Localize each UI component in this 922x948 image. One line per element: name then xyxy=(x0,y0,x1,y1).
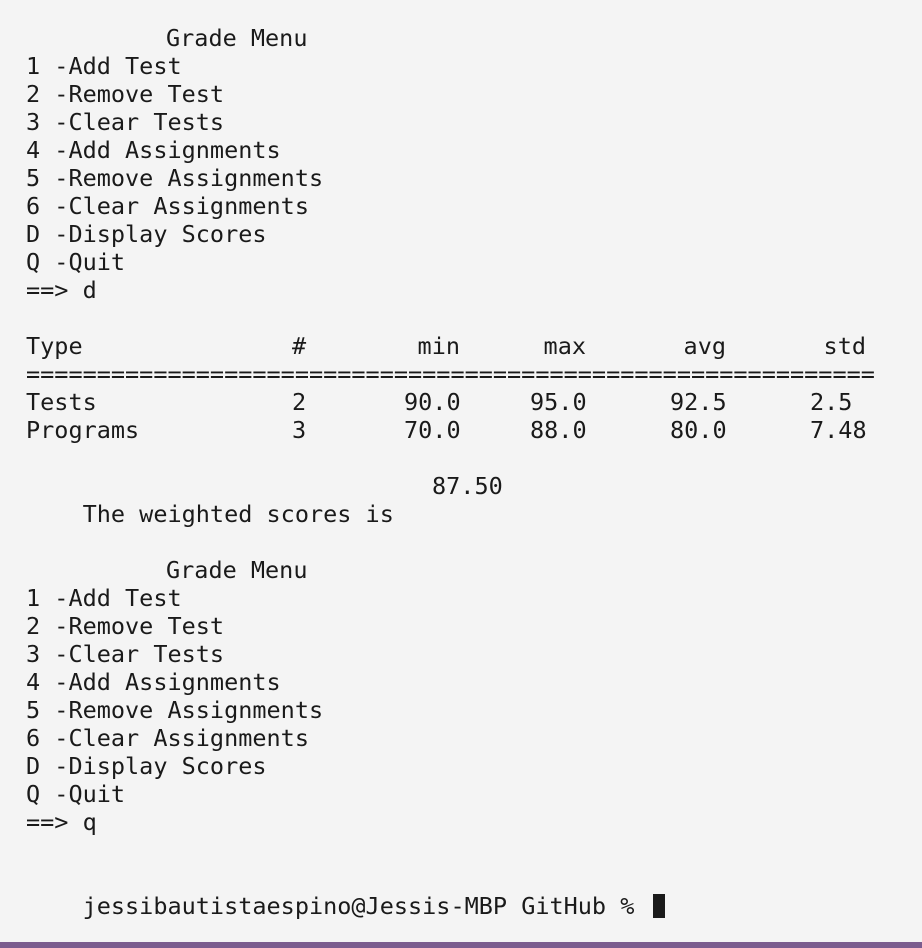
menu-option: 3 -Clear Tests xyxy=(26,640,225,668)
menu-option: 1 -Add Test xyxy=(26,52,182,80)
spacer xyxy=(26,304,922,332)
cell-std: 2.5 xyxy=(810,388,853,416)
menu-prompt-input: ==> d xyxy=(26,276,97,304)
weighted-score-value: 87.50 xyxy=(432,472,503,500)
menu-option: 4 -Add Assignments xyxy=(26,136,281,164)
cell-min: 70.0 xyxy=(404,416,461,444)
menu-option: 6 -Clear Assignments xyxy=(26,192,309,220)
menu-option: 3 -Clear Tests xyxy=(26,108,225,136)
cell-count: 2 xyxy=(292,388,307,416)
shell-prompt-line[interactable] xyxy=(26,864,922,920)
cell-count: 3 xyxy=(292,416,307,444)
menu-option: 1 -Add Test xyxy=(26,584,182,612)
menu-prompt-input: ==> q xyxy=(26,808,97,836)
cell-max: 95.0 xyxy=(530,388,587,416)
menu-option: 4 -Add Assignments xyxy=(26,668,281,696)
shell-prompt: jessibautistaespino@Jessis-MBP GitHub % xyxy=(82,892,649,920)
menu-option: Q -Quit xyxy=(26,780,126,808)
menu-option: 6 -Clear Assignments xyxy=(26,724,309,752)
header-max: max xyxy=(543,332,586,360)
menu-option: 5 -Remove Assignments xyxy=(26,164,324,192)
header-std: std xyxy=(823,332,866,360)
cell-avg: 92.5 xyxy=(670,388,727,416)
header-count: # xyxy=(292,332,307,360)
header-avg: avg xyxy=(683,332,726,360)
menu-option: D -Display Scores xyxy=(26,220,267,248)
table-header-row xyxy=(26,332,922,360)
cell-avg: 80.0 xyxy=(670,416,727,444)
table-row xyxy=(26,388,922,416)
menu-option: D -Display Scores xyxy=(26,752,267,780)
window-bottom-bar xyxy=(0,942,922,948)
spacer xyxy=(26,836,922,864)
menu-title: Grade Menu xyxy=(166,556,308,584)
table-rule: ============================================================ xyxy=(26,360,875,388)
cell-min: 90.0 xyxy=(404,388,461,416)
menu-option: 2 -Remove Test xyxy=(26,612,225,640)
spacer xyxy=(26,444,922,472)
menu-option: Q -Quit xyxy=(26,248,126,276)
cell-max: 88.0 xyxy=(530,416,587,444)
weighted-score-line xyxy=(26,472,922,528)
cell-std: 7.48 xyxy=(810,416,867,444)
cell-type: Tests xyxy=(26,388,97,416)
table-row xyxy=(26,416,922,444)
menu-title: Grade Menu xyxy=(166,24,308,52)
weighted-score-label: The weighted scores is xyxy=(82,500,394,528)
cell-type: Programs xyxy=(26,416,140,444)
header-min: min xyxy=(417,332,460,360)
header-type: Type xyxy=(26,332,83,360)
menu-option: 5 -Remove Assignments xyxy=(26,696,324,724)
spacer xyxy=(26,528,922,556)
text-cursor[interactable] xyxy=(653,894,665,918)
menu-option: 2 -Remove Test xyxy=(26,80,225,108)
